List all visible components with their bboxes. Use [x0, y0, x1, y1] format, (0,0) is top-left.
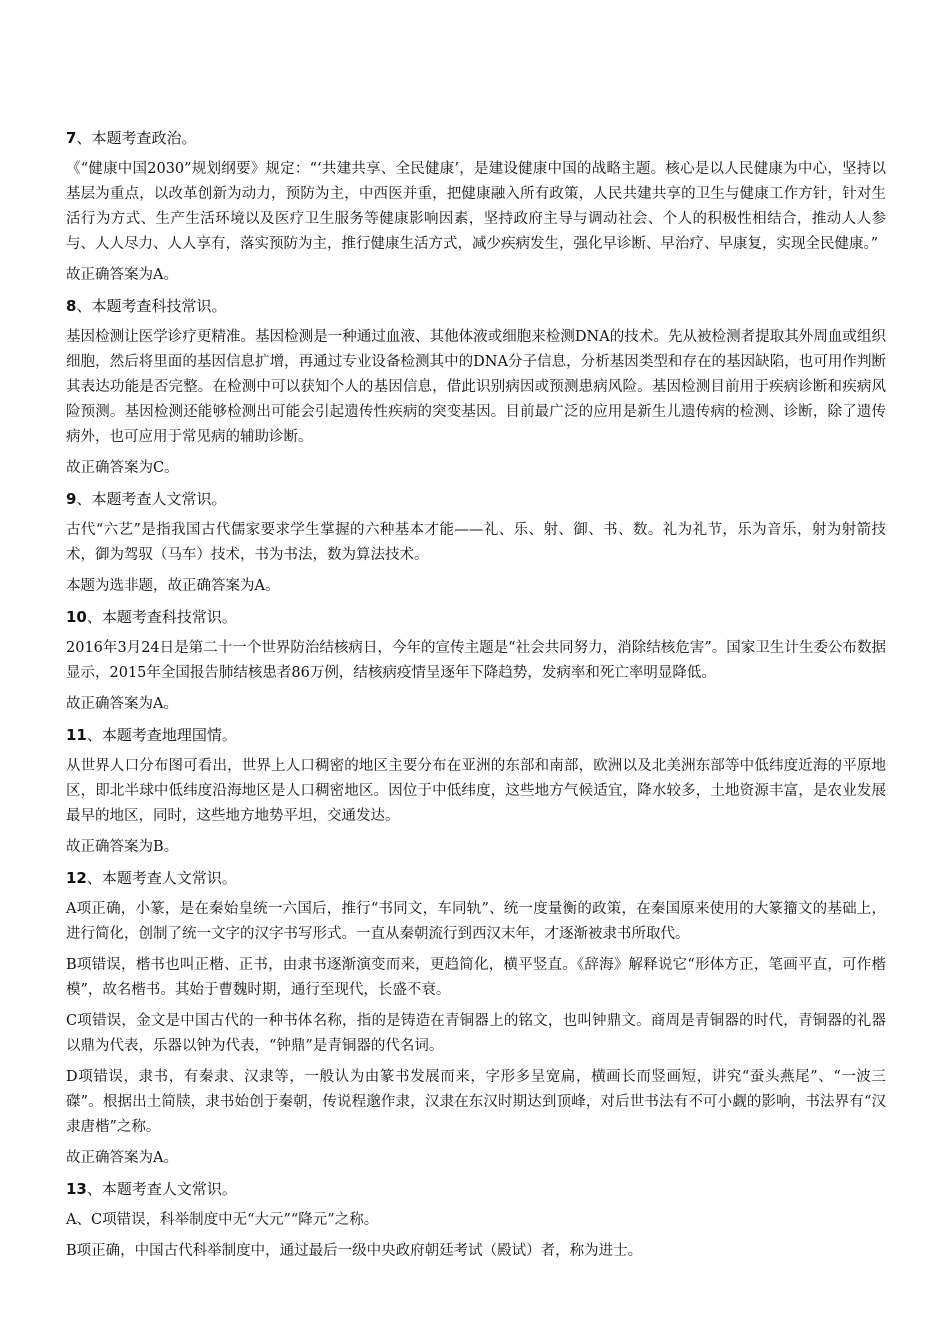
- question-title: 、本题考查科技常识。: [86, 608, 237, 626]
- question-title: 、本题考查地理国情。: [86, 726, 237, 744]
- question-11-heading: [66, 723, 886, 747]
- question-9-block: [66, 487, 886, 598]
- option-b-paragraph: B项错误，楷书也叫正楷、正书，由隶书逐渐演变而来，更趋简化，横平竖直。《辞海》解释说它“形体方正，笔画平直，可作楷模”，故名楷书。其始于曹魏时期，通行至现代，长盛不衰。: [66, 957, 886, 998]
- question-8-block: [66, 294, 886, 480]
- explanation-paragraph: 基因检测让医学诊疗更精准。基因检测是一种通过血液、其他体液或细胞来检测DNA的技术。先从被检测者提取其外周血或组织细胞，然后将里面的基因信息扩增，再通过专业设备检测其中的DNA分子信息，分析基因类型和存在的基因缺陷，也可用作判断其表达功能是否完整。在检测中可以获知个人的基因信息，借此识别病因或预测患病风险。基因检测目前用于疾病诊断和疾病风险预测。基因检测还能够检测出可能会引起遗传性疾病的突变基因。目前最广泛的应用是新生儿遗传病的检测、诊断，除了遗传病外，也可应用于常见病的辅助诊断。: [66, 329, 886, 445]
- question-number: 11: [66, 726, 87, 744]
- question-12-block: [66, 866, 886, 1170]
- answer-line: 故正确答案为A。: [66, 1150, 178, 1166]
- question-number: 8: [66, 297, 77, 315]
- explanation-paragraph: 《“健康中国2030”规划纲要》规定：“‘共建共享、全民健康’，是建设健康中国的战略主题。核心是以人民健康为中心，坚持以基层为重点，以改革创新为动力，预防为主，中西医并重，把健康融入所有政策，人民共建共享的卫生与健康工作方针，针对生活行为方式、生产生活环境以及医疗卫生服务等健康影响因素，坚持政府主导与调动社会、个人的积极性相结合，推动人人参与、人人尽力、人人享有，落实预防为主，推行健康生活方式，减少疾病发生，强化早诊断、早治疗、早康复，实现全民健康。”: [66, 161, 886, 252]
- option-a-paragraph: A项正确，小篆，是在秦始皇统一六国后，推行“书同文，车同轨”、统一度量衡的政策，在秦国原来使用的大篆籀文的基础上，进行简化，创制了统一文字的汉字书写形式。一直从秦朝流行到西汉末年，才逐渐被隶书所取代。: [66, 901, 886, 942]
- question-7-block: [66, 126, 886, 287]
- answer-line: 故正确答案为A。: [66, 267, 178, 283]
- question-13-heading: [66, 1177, 886, 1201]
- explanation-paragraph: 从世界人口分布图可看出，世界上人口稠密的地区主要分布在亚洲的东部和南部，欧洲以及北美洲东部等中低纬度近海的平原地区，即北半球中低纬度沿海地区是人口稠密地区。因位于中低纬度，这些地方气候适宜，降水较多，土地资源丰富，是农业发展最早的地区，同时，这些地方地势平坦，交通发达。: [66, 758, 886, 824]
- answer-line: 故正确答案为B。: [66, 839, 179, 855]
- question-number: 10: [66, 608, 87, 626]
- question-9-heading: [66, 487, 886, 511]
- question-number: 9: [66, 490, 77, 508]
- answer-line: 故正确答案为A。: [66, 696, 178, 712]
- question-10-block: [66, 605, 886, 716]
- question-number: 12: [66, 869, 87, 887]
- document-page: [66, 126, 886, 1270]
- question-12-heading: [66, 866, 886, 890]
- question-10-heading: [66, 605, 886, 629]
- answer-line: 故正确答案为C。: [66, 460, 179, 476]
- option-ac-paragraph: A、C项错误，科举制度中无“大元”“降元”之称。: [66, 1212, 379, 1228]
- question-title: 、本题考查人文常识。: [76, 490, 227, 508]
- option-d-paragraph: D项错误，隶书，有秦隶、汉隶等，一般认为由篆书发展而来，字形多呈宽扁，横画长而竖画短，讲究“蚕头燕尾”、“一波三磔”。根据出土简牍，隶书始创于秦朝，传说程邈作隶，汉隶在东汉时期达到顶峰，对后世书法有不可小觑的影响，书法界有“汉隶唐楷”之称。: [66, 1069, 886, 1135]
- question-8-heading: [66, 294, 886, 318]
- question-title: 、本题考查科技常识。: [76, 297, 227, 315]
- explanation-paragraph: 古代“六艺”是指我国古代儒家要求学生掌握的六种基本才能——礼、乐、射、御、书、数。礼为礼节，乐为音乐，射为射箭技术，御为驾驭（马车）技术，书为书法，数为算法技术。: [66, 522, 886, 563]
- option-c-paragraph: C项错误，金文是中国古代的一种书体名称，指的是铸造在青铜器上的铭文，也叫钟鼎文。商周是青铜器的时代，青铜器的礼器以鼎为代表，乐器以钟为代表，“钟鼎”是青铜器的代名词。: [66, 1013, 886, 1054]
- question-number: 7: [66, 129, 77, 147]
- answer-line: 本题为选非题，故正确答案为A。: [66, 578, 280, 594]
- question-11-block: [66, 723, 886, 859]
- explanation-paragraph: 2016年3月24日是第二十一个世界防治结核病日，今年的宣传主题是“社会共同努力，消除结核危害”。国家卫生计生委公布数据显示，2015年全国报告肺结核患者86万例，结核病疫情呈逐年下降趋势，发病率和死亡率明显降低。: [66, 640, 886, 681]
- option-b-paragraph: B项正确，中国古代科举制度中，通过最后一级中央政府朝廷考试（殿试）者，称为进士。: [66, 1243, 643, 1259]
- question-title: 、本题考查政治。: [76, 129, 197, 147]
- question-7-heading: [66, 126, 886, 150]
- question-title: 、本题考查人文常识。: [86, 869, 237, 887]
- question-13-block: [66, 1177, 886, 1264]
- question-number: 13: [66, 1180, 87, 1198]
- question-title: 、本题考查人文常识。: [86, 1180, 237, 1198]
